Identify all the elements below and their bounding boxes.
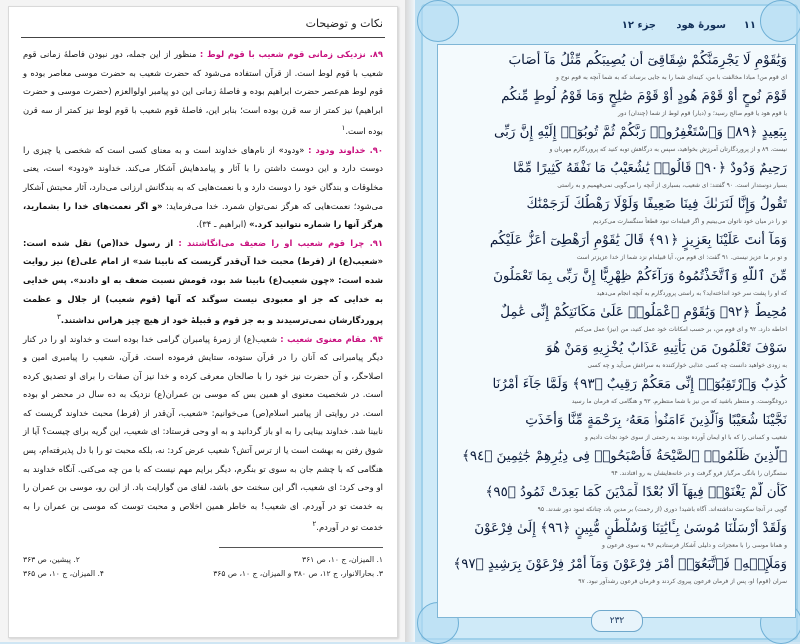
verse-line xyxy=(443,122,787,158)
arabic-line: رَحِيمٌ وَدُودٌ ﴿٩٠﴾ قَالُوا۟ يَٰشُعَيْبُ مَا نَفْقَهُ كَثِيرًا مِّمَّا xyxy=(512,161,787,176)
arabic-line: تَقُولُ وَإِنَّا لَنَرَىٰكَ فِينَا ضَعِيفًا وَلَوْلَا رَهْطُكَ لَرَجَمْنَٰكَ xyxy=(526,197,787,212)
header-divider xyxy=(21,37,385,38)
page-number: ۲۳۲ xyxy=(591,610,643,632)
folio-number: ۱۱ xyxy=(743,20,756,31)
verse-line xyxy=(443,446,787,482)
arabic-line: نَجَّيْنَا شُعَيْبًا وَٱلَّذِينَ ءَامَنُوا۟ مَعَهُۥ بِرَحْمَةٍ مِّنَّا وَأَخَذَتِ xyxy=(525,413,787,428)
right-page xyxy=(415,0,800,642)
note-94 xyxy=(23,330,383,537)
verse-line xyxy=(443,86,787,122)
note-heading: ۹۴. مقام معنوی شعیب : xyxy=(280,333,384,344)
note-body: از رسول خدا(ص) نقل شده است: «شعیب(ع) از (فرط) محبت خدا آن‌قدر گریست که نابینا شد» از امام علی(ع) نیز روایت شده است: «چون شعیب(ع) نابینا شد بود، قومش نسبت ضعف به او دادند». پس خدایی به خدایی که جز او معبودی نیست سوگند که آنها (قوم شعیب) از جلال و عظمت پروردگارشان نمی‌ترسیدند و به جز قوم و قبیلهٔ خود از هیچ چیز هراس نداشتند. xyxy=(23,237,383,325)
commentary-paper xyxy=(8,6,398,638)
translation-line: احاطه دارد. ۹۲ و ای قوم من، بر حسب امکانات خود عمل کنید، من (نیز) عمل می‌کنم xyxy=(574,326,787,333)
note-heading: ۸۹. نزدیکی زمانی قوم شعیب با قوم لوط : xyxy=(199,49,383,59)
arabic-line: كَأَن لَّمْ يَغْنَوْا۟ فِيهَآ أَلَا بُعْدًا لِّمَدْيَنَ كَمَا بَعِدَتْ ثَمُودُ ﴿٩٥﴾ xyxy=(485,485,787,500)
arabic-line: مُحِيطٌ ﴿٩٢﴾ وَيَٰقَوْمِ ٱعْمَلُوا۟ عَلَىٰ مَكَانَتِكُمْ إِنِّى عَٰمِلٌ xyxy=(500,305,787,320)
verse-line xyxy=(443,554,787,590)
verse-line xyxy=(443,302,787,338)
note-ref: (ابراهیم ـ ۳۴). xyxy=(196,219,247,230)
verse-line xyxy=(443,266,787,302)
translation-line: که او را پشت سر خود انداخته‌اید؟ به راستی پروردگارم به آنچه انجام می‌دهید xyxy=(596,290,787,297)
translation-line: یا قوم هود یا قوم صالح رسید؛ و (دیار) قوم لوط از شما (چندان) دور xyxy=(618,110,787,117)
verse-line xyxy=(443,482,787,518)
arabic-line: ٱلَّذِينَ ظَلَمُوا۟ ٱلصَّيْحَةُ فَأَصْبَحُوا۟ فِى دِيَٰرِهِمْ جَٰثِمِينَ ﴿٩٤﴾ xyxy=(462,449,787,464)
arabic-line: وَمَلَإِي۟هِۦ فَٱتَّبَعُوٓا۟ أَمْرَ فِرْعَوْنَ وَمَآ أَمْرُ فِرْعَوْنَ بِرَشِيدٍ ﴿٩٧﴾ xyxy=(453,557,787,572)
quran-text xyxy=(443,50,787,590)
translation-line: دروغگوست. و منتظر باشید که من نیز با شما منتظرم. ۹۳ و هنگامی که فرمان ما رسید xyxy=(571,398,787,405)
corner-ornament xyxy=(417,0,459,42)
arabic-line: وَمَآ أَنتَ عَلَيْنَا بِعَزِيزٍ ﴿٩١﴾ قَالَ يَٰقَوْمِ أَرَهْطِىٓ أَعَزُّ عَلَيْكُم xyxy=(489,233,787,248)
translation-line: گویی در آنجا سکونت نداشته‌اند. آگاه باشید! دوری (از رحمت) بر مدین باد، چنانکه ثمود دور شدند. ۹۵ xyxy=(537,506,787,513)
commentary-text xyxy=(23,45,383,537)
note-heading: ۹۰. خداوند ودود : xyxy=(308,144,383,155)
arabic-line: قَوْمَ نُوحٍ أَوْ قَوْمَ هُودٍ أَوْ قَوْمَ صَٰلِحٍ وَمَا قَوْمُ لُوطٍ مِّنكُم xyxy=(501,89,787,104)
footnote: ۱. المیزان، ج ۱۰، ص ۳۶۱ xyxy=(302,555,383,564)
translation-line: شعیب و کسانی را که با او ایمان آورده بودند به رحمتی از سوی خود نجات دادیم و xyxy=(584,434,787,441)
verse-line xyxy=(443,194,787,230)
verse-line xyxy=(443,410,787,446)
arabic-line: بِبَعِيدٍ ﴿٨٩﴾ وَٱسْتَغْفِرُوا۟ رَبَّكُمْ ثُمَّ تُوبُوٓا۟ إِلَيْهِ إِنَّ رَبِّى xyxy=(494,125,787,140)
verse-line xyxy=(443,338,787,374)
note-body: «ودود» از نام‌های خداوند است و به معنای کسی است که شخصی یا چیزی را دوست دارد و این دوست داشتن را با آثار و پیامدهایش آشکار می‌کند. خداوند «ودود» است، یعنی مخلوقات و بندگان خود را دوست دارد و با نعمت‌هایی که به بندگانش ارزانی می‌دارد، آثار محبتش آشکار می‌شود؛ نعمت‌هایی که هرگز نمی‌توان شمرد. خدا می‌فرماید: xyxy=(23,144,384,211)
note-quote: «و اگر نعمت‌های خدا را بشمارید، هرگز آنها را شماره نتوانید کرد.» xyxy=(23,200,383,230)
footnote: ۴. المیزان، ج ۱۰، ص ۳۶۵ xyxy=(23,569,104,578)
arabic-line: سَوْفَ تَعْلَمُونَ مَن يَأْتِيهِ عَذَابٌ يُخْزِيهِ وَمَنْ هُوَ xyxy=(546,341,787,356)
note-ref: ۲ xyxy=(312,520,317,529)
note-90 xyxy=(23,141,383,234)
verse-line xyxy=(443,50,787,86)
note-ref: ۳ xyxy=(57,313,61,322)
arabic-line: وَلَقَدْ أَرْسَلْنَا مُوسَىٰ بِـَٔايَٰتِنَا وَسُلْطَٰنٍ مُّبِينٍ ﴿٩٦﴾ إِلَىٰ فِرْعَوْنَ xyxy=(474,521,787,536)
surah-label: سورهٔ هود xyxy=(676,20,726,31)
arabic-line: مِّنَ ٱللَّهِ وَٱتَّخَذْتُمُوهُ وَرَآءَكُمْ ظِهْرِيًّا إِنَّ رَبِّى بِمَا تَعْمَلُونَ xyxy=(493,269,787,284)
translation-line: و تو بر ما عزیز نیستی. ۹۱ گفت: ای قوم من، آیا قبیله‌ام نزد شما از خدا عزیزتر است xyxy=(576,254,787,261)
translation-line: نیست. ۸۹ و از پروردگارتان آمرزش بخواهید، سپس به درگاهش توبه کنید که پروردگارم مهربان و xyxy=(549,146,787,153)
footnote: ۳. بحارالانوار، ج ۱۲، ص ۳۸۰ و المیزان، ج ۱۰، ص ۳۶۵ xyxy=(213,569,383,578)
note-91 xyxy=(23,234,383,330)
translation-line: ای قوم من! مبادا مخالفت با من، کینه‌ای شما را به جایی برساند که به شما آنچه به قوم نوح و xyxy=(556,74,787,81)
corner-ornament xyxy=(760,0,800,42)
translation-line: سران (قوم) او، پس از فرمان فرعون پیروی کردند و فرمان فرعون رشدآور نبود. ۹۷ xyxy=(578,578,787,585)
translation-line: ستمگران را بانگی مرگبار فرو گرفت و در خانه‌هایشان به رو افتادند. ۹۴ xyxy=(611,470,787,477)
footnote-divider xyxy=(219,547,383,548)
note-heading: ۹۱. چرا قوم شعیب او را ضعیف می‌انگاشتند : xyxy=(178,237,383,248)
arabic-line: كَٰذِبٌ وَٱرْتَقِبُوٓا۟ إِنِّى مَعَكُمْ رَقِيبٌ ﴿٩٣﴾ وَلَمَّا جَآءَ أَمْرُنَا xyxy=(492,377,787,392)
arabic-line: وَيَٰقَوْمِ لَا يَجْرِمَنَّكُمْ شِقَاقِىٓ أَن يُصِيبَكُم مِّثْلُ مَآ أَصَابَ xyxy=(508,53,787,68)
note-body: شعیب(ع) از زمرهٔ پیامبران گرامی خدا بوده است و خداوند او را در کنار دیگر پیامبرانی که آنان را در قرآن ستوده، ستایش فرموده است. قرآن، شعیب را پیامبری امین و اصلاحگر، و آن حضرت نیز خود را با صالحان معرفی کرده و خدا نیز آن صفات را برای او تصدیق کرده است. در شخصیت معنوی او همین بس که موسی بن عمران(ع) نزدیک به ده سال در محضر او بوده است. در روایتی از پیامبر اسلام(ص) می‌خوانیم: «شعیب، آن‌قدر از (فرط) محبت خداوند گریست که نابینا شد. خداوند بینایی را به او باز گردانید و به او وحی فرستاد: ای شعیب، این گریه برای چیست؟ آیا از شوق رفتن به بهشت است یا از ترس آتش؟ شعیب عرض کرد: نه، بلکه محبت تو را با دل پذیرفته‌ام، پس هنگامی که با چشم جان به سوی تو بنگرم، دیگر برایم مهم نیست که با من چه می‌کنی. آنگاه خداوند به او وحی کرد: ای شعیب، اگر این سخنت حق باشد، لقای من گوارایت باد. از این رو، موسی بن عمران را به خدمت تو در آوردم. ای شعیب! به خاطر همین اخلاص و محبت توست که موسی بن عمران را به خدمت تو در آوردم. xyxy=(23,333,383,533)
verse-line xyxy=(443,374,787,410)
translation-line: تو را در میان خود ناتوان می‌بینیم و اگر قبیله‌ات نبود قطعاً سنگسارت می‌کردیم xyxy=(592,218,787,225)
book-gutter xyxy=(405,0,415,642)
juz-label: جزء ۱۲ xyxy=(621,20,656,31)
footnote: ۲. پیشین، ص ۳۶۳ xyxy=(23,555,80,564)
verse-line xyxy=(443,158,787,194)
verse-line xyxy=(443,518,787,554)
page-title: نکات و توضیحات xyxy=(305,17,383,30)
verse-line xyxy=(443,230,787,266)
translation-line: بسیار دوستدار است. ۹۰ گفتند: ای شعیب، بسیاری از آنچه را می‌گویی نمی‌فهمیم و به راستی xyxy=(557,182,787,189)
translation-line: و همانا موسی را با معجزات و دلیلی آشکار فرستادیم ۹۶ به سوی فرعون و xyxy=(601,542,787,549)
note-89 xyxy=(23,45,383,141)
note-body: منظور از این جمله، دور نبودن فاصلهٔ زمانی قوم شعیب با قوم لوط است. از قرآن استفاده می‌شود که حضرت شعیب به حضرت موسی معاصر بوده و قوم لوط هم‌عصر حضرت ابراهیم بوده و فاصلهٔ زمانی این دو پیامبر اولوالعزم (حضرت موسی و حضرت ابراهیم) نیز کمتر از سه قرن بوده است؛ بنابر این، فاصلهٔ قوم شعیب با قوم لوط نیز کمتر از سه قرن بوده است. xyxy=(23,49,383,137)
translation-line: به زودی خواهید دانست چه کسی عذابی خوارکننده به سراغش می‌آید و چه کسی xyxy=(587,362,787,369)
note-ref: ۱ xyxy=(341,124,346,133)
ornamental-frame xyxy=(421,4,798,640)
